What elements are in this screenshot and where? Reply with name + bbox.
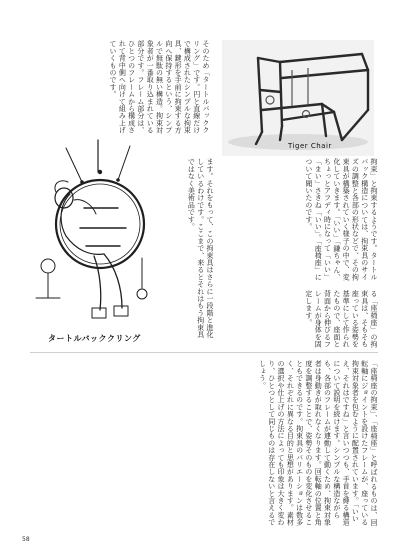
tiger-chair-photo <box>222 40 374 156</box>
text-block-bottom: 「座椅座の拘束」、「座椅座」と呼ばれるものは、回転軸にジョイントを設けたフレームが、座っている拘束対象者を包むように配置されています。「いいえ、それはですね」と言いつつも、手首を縛る構造について説明を続けます。シンプルな構造ながらも、各部のフレームが連動して動くため、拘束対象者は身動きが取れなくなります。回転軸の位置と角度を調整することで、姿勢そのものを変化させることもできるのです。拘束具のバリエーションは数多く、それぞれに異なる目的と思想があります。素材の選択や仕上げの方法によっても印象は大きく変わり、ひとつとして同じものは存在しないと言えるでしょう。 <box>258 360 378 526</box>
photo-caption: Tiger Chair <box>288 142 332 150</box>
text-block-top-left: そのため「タートルバッククリング」です。円と直線だけで構成されたシンプルな拘束具、鍵形を手前に拘束する方向へ保持するという、シンプルで無駄の無い構造。拘束対象者が一番取り込まれている部分です。フレーム部分は、ひとつのフレームから構成されて背中側へ向けて組み上げていくものです。 <box>109 40 210 134</box>
turtle-back-ring-illustration <box>30 138 160 334</box>
illustration-graphic <box>30 138 160 334</box>
text-block-middle-left: ます。それをもって、この拘束具はさらに一段階と進化しているわけです。ここまで、来るとそれはもう拘束具ではなく美術品です。 <box>187 158 214 338</box>
chair-photo-graphic <box>222 40 374 156</box>
page-number: 58 <box>22 536 30 543</box>
illustration-caption: タートルバッククリング <box>48 334 141 343</box>
section-divider <box>30 352 378 353</box>
text-block-top-right: 拘束」と拘束するようです。タートルバック構造については、拘束具のサイズの調整と各部の形状などで、その拘束具が構築されていく様子の中で、変化していきます。「いい」「鎌ちゃん、ちょっとアフディ時になって「いい」「まい」さきね「いい」。「座椅座」について聞いたのです。 <box>304 158 378 281</box>
text-block-middle-right: る「座椅座」の拘束具は、そもそも座っている姿勢を基準にして作られたもので、座面と背面から伸びるフレームが身体を固定します。 <box>304 290 378 348</box>
